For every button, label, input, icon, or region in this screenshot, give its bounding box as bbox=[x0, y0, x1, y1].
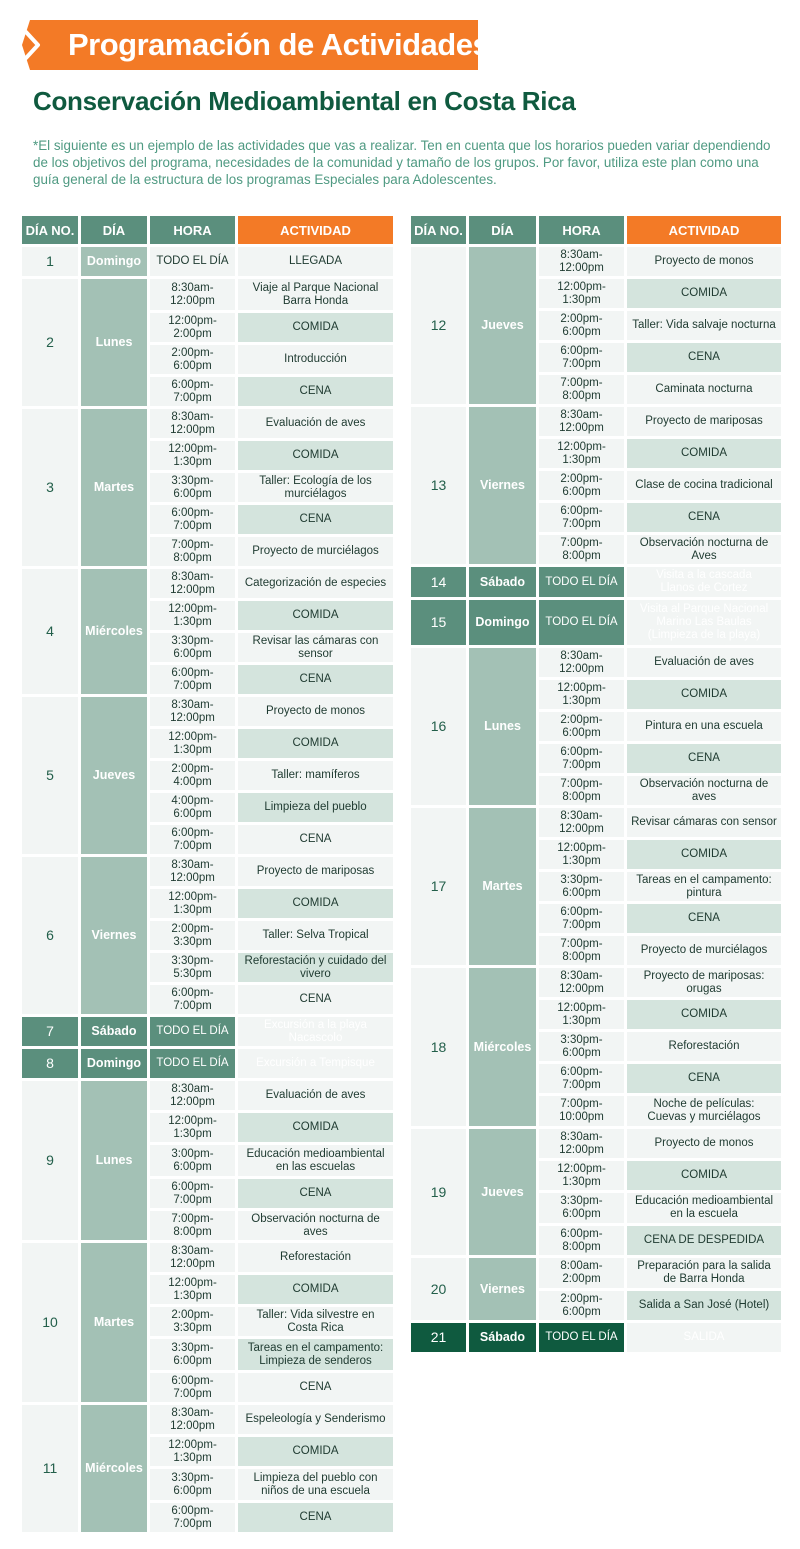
activity-time: 8:30am-12:00pm bbox=[150, 409, 235, 438]
day-number: 17 bbox=[411, 808, 466, 965]
activity-time: 8:00am-2:00pm bbox=[539, 1258, 624, 1288]
activity-name: Revisar las cámaras con sensor bbox=[238, 633, 393, 662]
activity-time: 12:00pm-1:30pm bbox=[539, 279, 624, 308]
activity-name: Proyecto de monos bbox=[627, 1129, 781, 1158]
table-row bbox=[411, 1129, 781, 1158]
activity-time: 7:00pm-8:00pm bbox=[150, 1211, 235, 1240]
table-row bbox=[411, 712, 781, 741]
activity-name: COMIDA bbox=[238, 441, 393, 470]
schedule-table-days-12-21 bbox=[408, 213, 784, 1355]
activity-name: COMIDA bbox=[238, 1113, 393, 1142]
header-day: DÍA bbox=[469, 216, 536, 244]
activity-time: TODO EL DÍA bbox=[539, 1323, 624, 1352]
day-name: Viernes bbox=[469, 1258, 536, 1320]
schedule-table-days-1-11 bbox=[19, 213, 396, 1535]
activity-name: CENA bbox=[627, 904, 781, 933]
day-name: Viernes bbox=[81, 857, 147, 1014]
activity-name: COMIDA bbox=[627, 279, 781, 308]
activity-name: Proyecto de mariposas bbox=[627, 407, 781, 436]
activity-name: COMIDA bbox=[627, 439, 781, 468]
activity-name: Proyecto de monos bbox=[238, 697, 393, 726]
day-name: Miércoles bbox=[81, 1405, 147, 1532]
day-number: 1 bbox=[22, 247, 78, 276]
activity-name: Salida a San José (Hotel) bbox=[627, 1291, 781, 1320]
activity-time: 7:00pm-8:00pm bbox=[539, 776, 624, 805]
activity-time: 6:00pm-7:00pm bbox=[539, 904, 624, 933]
day-number: 20 bbox=[411, 1258, 466, 1320]
activity-time: TODO EL DÍA bbox=[539, 600, 624, 645]
activity-time: 7:00pm-10:00pm bbox=[539, 1096, 624, 1126]
activity-time: 8:30am-12:00pm bbox=[539, 648, 624, 677]
activity-name: Proyecto de mariposas: orugas bbox=[627, 968, 781, 997]
title-banner bbox=[22, 20, 490, 70]
activity-time: 8:30am-12:00pm bbox=[150, 1405, 235, 1434]
activity-time: 12:00pm-1:30pm bbox=[150, 1275, 235, 1304]
day-number: 13 bbox=[411, 407, 466, 564]
day-name: Domingo bbox=[81, 247, 147, 276]
table-row bbox=[411, 1161, 781, 1190]
header-activity: ACTIVIDAD bbox=[627, 216, 781, 244]
table-row bbox=[411, 471, 781, 500]
activity-name: Espeleología y Senderismo bbox=[238, 1405, 393, 1434]
activity-name: Excursión a Tempisque bbox=[238, 1049, 393, 1078]
activity-name: Evaluación de aves bbox=[238, 1081, 393, 1110]
activity-name: Pintura en una escuela bbox=[627, 712, 781, 741]
day-number: 11 bbox=[22, 1405, 78, 1532]
table-row bbox=[22, 1243, 393, 1272]
activity-time: 8:30am-12:00pm bbox=[150, 569, 235, 598]
activity-name: Taller: Vida salvaje nocturna bbox=[627, 311, 781, 340]
table-row bbox=[411, 648, 781, 677]
day-name: Domingo bbox=[469, 600, 536, 645]
table-row bbox=[411, 407, 781, 436]
day-number: 16 bbox=[411, 648, 466, 805]
activity-name: Educación medioambiental en la escuela bbox=[627, 1193, 781, 1223]
activity-name: Limpieza del pueblo con niños de una escuela bbox=[238, 1469, 393, 1500]
activity-name: CENA DE DESPEDIDA bbox=[627, 1226, 781, 1255]
activity-name: Preparación para la salida de Barra Honda bbox=[627, 1258, 781, 1288]
table-row bbox=[22, 247, 393, 276]
activity-name: Evaluación de aves bbox=[627, 648, 781, 677]
activity-name: Proyecto de mariposas bbox=[238, 857, 393, 886]
activity-time: 12:00pm-1:30pm bbox=[150, 601, 235, 630]
activity-name: Reforestación y cuidado del vivero bbox=[238, 953, 393, 982]
table-row bbox=[22, 1081, 393, 1110]
table-row bbox=[22, 569, 393, 598]
day-name: Martes bbox=[469, 808, 536, 965]
activity-name: CENA bbox=[238, 377, 393, 406]
header-day: DÍA bbox=[81, 216, 147, 244]
activity-name: COMIDA bbox=[627, 1000, 781, 1029]
day-number: 5 bbox=[22, 697, 78, 854]
table-row bbox=[22, 697, 393, 726]
activity-name: Proyecto de murciélagos bbox=[627, 936, 781, 965]
table-row bbox=[22, 1405, 393, 1434]
activity-time: 12:00pm-1:30pm bbox=[150, 1113, 235, 1142]
activity-time: 3:30pm-6:00pm bbox=[150, 1339, 235, 1370]
activity-time: 8:30am-12:00pm bbox=[150, 697, 235, 726]
day-name: Domingo bbox=[81, 1049, 147, 1078]
activity-name: Caminata nocturna bbox=[627, 375, 781, 404]
activity-time: 2:00pm-6:00pm bbox=[539, 311, 624, 340]
disclaimer-note: *El siguiente es un ejemplo de las actividades que vas a realizar. Ten en cuenta que los horarios pueden variar dependiendo de los objetivos del programa, necesidades de la comunidad y tamaño de los grupos. Por favor, utiliza este plan como una guía general de la estructura de los programas Especiales para Adolescentes. bbox=[33, 138, 771, 187]
activity-name: Taller: Vida silvestre en Costa Rica bbox=[238, 1307, 393, 1336]
day-number: 9 bbox=[22, 1081, 78, 1240]
day-number: 21 bbox=[411, 1323, 466, 1352]
activity-name: Taller: mamíferos bbox=[238, 761, 393, 790]
activity-name: COMIDA bbox=[627, 680, 781, 709]
activity-time: 12:00pm-1:30pm bbox=[539, 439, 624, 468]
table-row bbox=[411, 872, 781, 901]
activity-time: 6:00pm-7:00pm bbox=[539, 343, 624, 372]
activity-time: 2:00pm-3:30pm bbox=[150, 921, 235, 950]
activity-time: 12:00pm-1:30pm bbox=[150, 889, 235, 918]
day-name: Martes bbox=[81, 1243, 147, 1402]
table-header-row bbox=[22, 216, 393, 244]
day-number: 18 bbox=[411, 968, 466, 1126]
day-name: Sábado bbox=[469, 1323, 536, 1352]
activity-name: CENA bbox=[238, 1503, 393, 1532]
activity-time: 6:00pm-7:00pm bbox=[150, 1503, 235, 1532]
table-row bbox=[411, 1064, 781, 1093]
activity-time: TODO EL DÍA bbox=[539, 567, 624, 597]
activity-time: 12:00pm-2:00pm bbox=[150, 313, 235, 342]
activity-time: 8:30am-12:00pm bbox=[539, 808, 624, 837]
activity-name: Clase de cocina tradicional bbox=[627, 471, 781, 500]
activity-name: COMIDA bbox=[627, 1161, 781, 1190]
activity-name: Taller: Ecología de los murciélagos bbox=[238, 473, 393, 502]
activity-time: 6:00pm-7:00pm bbox=[150, 377, 235, 406]
day-number: 10 bbox=[22, 1243, 78, 1402]
activity-name: COMIDA bbox=[627, 840, 781, 869]
activity-name: Categorización de especies bbox=[238, 569, 393, 598]
table-row bbox=[22, 409, 393, 438]
table-row bbox=[411, 439, 781, 468]
day-name: Martes bbox=[81, 409, 147, 566]
table-row bbox=[411, 1032, 781, 1061]
day-name: Jueves bbox=[81, 697, 147, 854]
page-subtitle: Conservación Medioambiental en Costa Rica bbox=[33, 86, 576, 116]
table-row bbox=[411, 1000, 781, 1029]
page-title: Programación de Actividades bbox=[68, 27, 490, 62]
header-day-number: DÍA NO. bbox=[22, 216, 78, 244]
day-number: 12 bbox=[411, 247, 466, 404]
day-number: 15 bbox=[411, 600, 466, 645]
activity-time: 8:30am-12:00pm bbox=[150, 857, 235, 886]
activity-time: TODO EL DÍA bbox=[150, 1017, 235, 1046]
activity-name: LLEGADA bbox=[238, 247, 393, 276]
table-row bbox=[411, 1226, 781, 1255]
activity-time: 12:00pm-1:30pm bbox=[539, 1000, 624, 1029]
activity-name: Noche de películas: Cuevas y murciélagos bbox=[627, 1096, 781, 1126]
activity-name: COMIDA bbox=[238, 889, 393, 918]
activity-time: TODO EL DÍA bbox=[150, 1049, 235, 1078]
activity-name: CENA bbox=[238, 505, 393, 534]
activity-name: Introducción bbox=[238, 345, 393, 374]
activity-name: COMIDA bbox=[238, 313, 393, 342]
day-name: Sábado bbox=[81, 1017, 147, 1046]
activity-name: Tareas en el campamento: Limpieza de senderos bbox=[238, 1339, 393, 1370]
activity-time: 2:00pm-6:00pm bbox=[539, 1291, 624, 1320]
table-row bbox=[411, 808, 781, 837]
activity-time: 6:00pm-7:00pm bbox=[539, 503, 624, 532]
day-number: 7 bbox=[22, 1017, 78, 1046]
day-name: Miércoles bbox=[81, 569, 147, 694]
activity-time: 4:00pm-6:00pm bbox=[150, 793, 235, 822]
header-day-number: DÍA NO. bbox=[411, 216, 466, 244]
table-row bbox=[22, 1049, 393, 1078]
activity-time: 7:00pm-8:00pm bbox=[539, 375, 624, 404]
activity-name: Reforestación bbox=[627, 1032, 781, 1061]
activity-time: 6:00pm-7:00pm bbox=[150, 665, 235, 694]
table-row bbox=[411, 1291, 781, 1320]
table-row bbox=[411, 1258, 781, 1288]
activity-name: COMIDA bbox=[238, 1275, 393, 1304]
activity-time: 7:00pm-8:00pm bbox=[150, 537, 235, 566]
activity-time: 12:00pm-1:30pm bbox=[150, 729, 235, 758]
day-number: 4 bbox=[22, 569, 78, 694]
activity-name: Reforestación bbox=[238, 1243, 393, 1272]
activity-time: 8:30am-12:00pm bbox=[539, 407, 624, 436]
day-number: 3 bbox=[22, 409, 78, 566]
activity-time: 6:00pm-8:00pm bbox=[539, 1226, 624, 1255]
activity-name: CENA bbox=[238, 985, 393, 1014]
day-name: Miércoles bbox=[469, 968, 536, 1126]
activity-time: 2:00pm-4:00pm bbox=[150, 761, 235, 790]
table-row bbox=[411, 503, 781, 532]
activity-time: TODO EL DÍA bbox=[150, 247, 235, 276]
table-row bbox=[22, 1017, 393, 1046]
activity-time: 2:00pm-3:30pm bbox=[150, 1307, 235, 1336]
day-name: Viernes bbox=[469, 407, 536, 564]
table-row bbox=[411, 279, 781, 308]
activity-time: 6:00pm-7:00pm bbox=[150, 825, 235, 854]
day-name: Jueves bbox=[469, 1129, 536, 1255]
activity-name: Observación nocturna de Aves bbox=[627, 535, 781, 564]
activity-time: 6:00pm-7:00pm bbox=[150, 985, 235, 1014]
activity-time: 3:30pm-6:00pm bbox=[150, 633, 235, 662]
activity-time: 12:00pm-1:30pm bbox=[539, 840, 624, 869]
activity-time: 12:00pm-1:30pm bbox=[150, 441, 235, 470]
activity-time: 2:00pm-6:00pm bbox=[150, 345, 235, 374]
activity-name: COMIDA bbox=[238, 729, 393, 758]
activity-time: 2:00pm-6:00pm bbox=[539, 471, 624, 500]
table-row bbox=[411, 680, 781, 709]
day-number: 8 bbox=[22, 1049, 78, 1078]
activity-time: 3:30pm-6:00pm bbox=[150, 473, 235, 502]
table-row bbox=[411, 936, 781, 965]
activity-time: 3:30pm-6:00pm bbox=[150, 1469, 235, 1500]
activity-time: 7:00pm-8:00pm bbox=[539, 936, 624, 965]
day-name: Sábado bbox=[469, 567, 536, 597]
activity-name: Proyecto de monos bbox=[627, 247, 781, 276]
activity-time: 8:30am-12:00pm bbox=[539, 1129, 624, 1158]
activity-name: CENA bbox=[238, 1373, 393, 1402]
activity-time: 8:30am-12:00pm bbox=[150, 1081, 235, 1110]
table-row bbox=[411, 968, 781, 997]
activity-time: 12:00pm-1:30pm bbox=[150, 1437, 235, 1466]
activity-time: 3:30pm-6:00pm bbox=[539, 1032, 624, 1061]
activity-time: 2:00pm-6:00pm bbox=[539, 712, 624, 741]
activity-name: CENA bbox=[238, 1179, 393, 1208]
table-row bbox=[411, 567, 781, 597]
activity-time: 8:30am-12:00pm bbox=[150, 279, 235, 310]
table-row bbox=[411, 904, 781, 933]
activity-time: 8:30am-12:00pm bbox=[539, 968, 624, 997]
day-number: 14 bbox=[411, 567, 466, 597]
activity-time: 7:00pm-8:00pm bbox=[539, 535, 624, 564]
activity-name: Visita al Parque Nacional Marino Las Baulas (Limpieza de la playa) bbox=[627, 600, 781, 645]
activity-name: SALIDA bbox=[627, 1323, 781, 1352]
activity-time: 6:00pm-7:00pm bbox=[150, 505, 235, 534]
header-hour: HORA bbox=[539, 216, 624, 244]
day-name: Lunes bbox=[81, 1081, 147, 1240]
table-row bbox=[22, 279, 393, 310]
table-row bbox=[411, 375, 781, 404]
table-row bbox=[411, 1323, 781, 1352]
table-row bbox=[411, 1096, 781, 1126]
activity-name: Taller: Selva Tropical bbox=[238, 921, 393, 950]
activity-name: Observación nocturna de aves bbox=[238, 1211, 393, 1240]
table-header-row bbox=[411, 216, 781, 244]
table-row bbox=[411, 600, 781, 645]
table-row bbox=[411, 311, 781, 340]
day-name: Lunes bbox=[469, 648, 536, 805]
activity-time: 3:30pm-6:00pm bbox=[539, 1193, 624, 1223]
activity-name: CENA bbox=[238, 665, 393, 694]
activity-name: Excursión a la playa Nacascolo bbox=[238, 1017, 393, 1046]
day-number: 2 bbox=[22, 279, 78, 406]
table-row bbox=[411, 247, 781, 276]
activity-name: Visita a la cascada Llanos de Cortez bbox=[627, 567, 781, 597]
day-name: Lunes bbox=[81, 279, 147, 406]
activity-name: Observación nocturna de aves bbox=[627, 776, 781, 805]
activity-name: Proyecto de murciélagos bbox=[238, 537, 393, 566]
activity-name: Revisar cámaras con sensor bbox=[627, 808, 781, 837]
activity-time: 6:00pm-7:00pm bbox=[539, 1064, 624, 1093]
activity-name: Limpieza del pueblo bbox=[238, 793, 393, 822]
activity-time: 8:30am-12:00pm bbox=[150, 1243, 235, 1272]
activity-name: CENA bbox=[627, 1064, 781, 1093]
activity-name: CENA bbox=[627, 744, 781, 773]
activity-name: Evaluación de aves bbox=[238, 409, 393, 438]
table-row bbox=[411, 744, 781, 773]
activity-time: 6:00pm-7:00pm bbox=[539, 744, 624, 773]
activity-time: 12:00pm-1:30pm bbox=[539, 680, 624, 709]
activity-time: 8:30am-12:00pm bbox=[539, 247, 624, 276]
activity-name: COMIDA bbox=[238, 1437, 393, 1466]
header-hour: HORA bbox=[150, 216, 235, 244]
activity-time: 3:00pm-6:00pm bbox=[150, 1145, 235, 1176]
table-row bbox=[411, 1193, 781, 1223]
table-row bbox=[411, 840, 781, 869]
table-row bbox=[411, 343, 781, 372]
activity-time: 6:00pm-7:00pm bbox=[150, 1179, 235, 1208]
activity-time: 12:00pm-1:30pm bbox=[539, 1161, 624, 1190]
table-row bbox=[411, 776, 781, 805]
activity-name: COMIDA bbox=[238, 601, 393, 630]
activity-name: CENA bbox=[627, 503, 781, 532]
activity-name: Educación medioambiental en las escuelas bbox=[238, 1145, 393, 1176]
activity-name: Viaje al Parque Nacional Barra Honda bbox=[238, 279, 393, 310]
day-name: Jueves bbox=[469, 247, 536, 404]
header-activity: ACTIVIDAD bbox=[238, 216, 393, 244]
day-number: 19 bbox=[411, 1129, 466, 1255]
table-row bbox=[411, 535, 781, 564]
day-number: 6 bbox=[22, 857, 78, 1014]
activity-time: 3:30pm-6:00pm bbox=[539, 872, 624, 901]
activity-name: CENA bbox=[238, 825, 393, 854]
activity-name: Tareas en el campamento: pintura bbox=[627, 872, 781, 901]
table-row bbox=[22, 857, 393, 886]
activity-time: 3:30pm-5:30pm bbox=[150, 953, 235, 982]
activity-name: CENA bbox=[627, 343, 781, 372]
activity-time: 6:00pm-7:00pm bbox=[150, 1373, 235, 1402]
